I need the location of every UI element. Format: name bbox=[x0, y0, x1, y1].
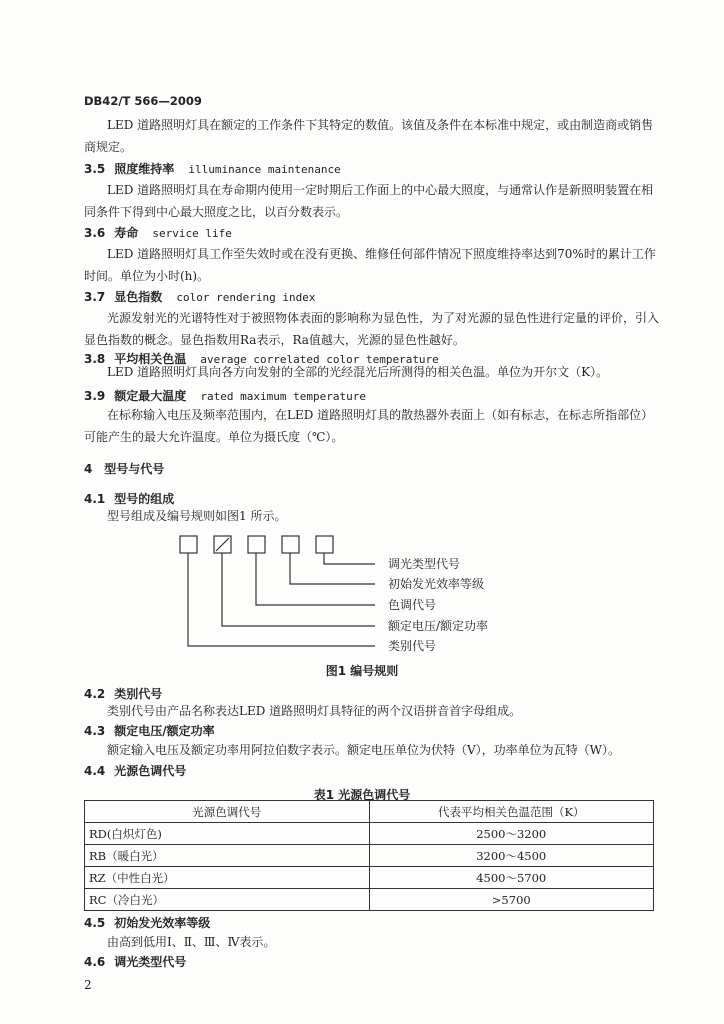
table-cell-range: >5700 bbox=[369, 889, 654, 911]
standard-code-header: DB42/T 566—2009 bbox=[84, 94, 202, 108]
table-cell-code: RC（冷白光） bbox=[85, 889, 370, 911]
section-4-3-heading bbox=[84, 722, 215, 739]
section-4-5-text: 由高到低用Ⅰ、Ⅱ、Ⅲ、Ⅳ表示。 bbox=[107, 935, 276, 949]
section-4-2-heading bbox=[84, 685, 162, 702]
section-3-6-text: LED 道路照明灯具工作至失效时或在没有更换、维修任何部件情况下照度维持率达到70%时的累计工作时间。单位为小时(h)。 bbox=[84, 247, 656, 283]
table-cell-code: RD(白炽灯色) bbox=[85, 823, 370, 845]
label-efficacy-grade: 初始发光效率等级 bbox=[388, 577, 485, 591]
section-title: 光源色调代号 bbox=[114, 764, 187, 778]
section-3-9-heading bbox=[84, 387, 366, 404]
section-title-en: illuminance maintenance bbox=[188, 163, 341, 176]
label-color-tone: 色调代号 bbox=[388, 598, 437, 612]
box-efficacy-grade bbox=[282, 536, 299, 553]
table-cell-range: 4500～5700 bbox=[369, 867, 654, 889]
figure-caption: 图1 编号规则 bbox=[325, 664, 399, 678]
section-4-2-text: 类别代号由产品名称表达LED 道路照明灯具特征的两个汉语拼音首字母组成。 bbox=[107, 704, 522, 718]
table-cell-code: RZ（中性白光） bbox=[85, 867, 370, 889]
slash-mark bbox=[216, 538, 229, 551]
section-title: 显色指数 bbox=[114, 290, 163, 304]
section-4-5-heading bbox=[84, 914, 210, 931]
section-3-7-heading bbox=[84, 288, 315, 305]
leader-dimming bbox=[324, 553, 375, 564]
section-4-3-text: 额定输入电压及额定功率用阿拉伯数字表示。额定电压单位为伏特（V），功率单位为瓦特（W）。 bbox=[107, 743, 621, 757]
section-3-6-heading bbox=[84, 224, 232, 241]
section-number: 4.4 bbox=[84, 764, 106, 778]
leader-color-tone bbox=[256, 553, 375, 605]
section-title: 平均相关色温 bbox=[114, 352, 187, 366]
label-dimming-type: 调光类型代号 bbox=[388, 557, 461, 571]
section-number: 4.3 bbox=[84, 724, 106, 738]
table-row bbox=[85, 823, 654, 845]
table-cell-range: 2500～3200 bbox=[369, 823, 654, 845]
section-3-9-text: 在标称输入电压及频率范围内，在LED 道路照明灯具的散热器外表面上（如有标志，在标志所指部位）可能产生的最大允许温度。单位为摄氏度（℃）。 bbox=[84, 408, 654, 444]
section-title: 寿命 bbox=[114, 226, 139, 240]
section-4-1-heading bbox=[84, 490, 174, 507]
section-title-en: color rendering index bbox=[176, 291, 316, 304]
table-header-cell: 光源色调代号 bbox=[85, 801, 370, 823]
table-cell-code: RB（暖白光） bbox=[85, 845, 370, 867]
section-number: 3.6 bbox=[84, 226, 106, 240]
section-title: 额定最大温度 bbox=[114, 389, 187, 403]
section-number: 4.1 bbox=[84, 492, 106, 506]
label-category: 类别代号 bbox=[388, 639, 437, 653]
section-3-5-text: LED 道路照明灯具在寿命期内使用一定时期后工作面上的中心最大照度，与通常认作是新照明装置在相同条件下得到中心最大照度之比，以百分数表示。 bbox=[84, 183, 654, 219]
chapter-4-heading bbox=[84, 460, 164, 477]
section-title: 照度维持率 bbox=[114, 162, 175, 176]
page-number: 2 bbox=[84, 978, 92, 992]
section-number: 4.2 bbox=[84, 687, 106, 701]
table-cell-range: 3200～4500 bbox=[369, 845, 654, 867]
section-title: 初始发光效率等级 bbox=[114, 916, 211, 930]
section-3-5-heading bbox=[84, 160, 341, 177]
section-number: 4.5 bbox=[84, 916, 106, 930]
section-title-en: average correlated color temperature bbox=[200, 353, 439, 366]
box-color-tone bbox=[248, 536, 265, 553]
section-title-en: service life bbox=[152, 227, 232, 240]
section-4-6-heading bbox=[84, 953, 186, 970]
section-3-7-text: 光源发射光的光谱特性对于被照物体表面的影响称为显色性，为了对光源的显色性进行定量的评价，引入显色指数的概念。显色指数用Ra表示，Ra值越大，光源的显色性越好。 bbox=[84, 311, 660, 347]
section-4-1-text: 型号组成及编号规则如图1 所示。 bbox=[107, 509, 287, 523]
leader-efficacy bbox=[290, 553, 375, 584]
section-title-en: rated maximum temperature bbox=[200, 390, 366, 403]
section-number: 3.5 bbox=[84, 162, 106, 176]
section-number: 4.6 bbox=[84, 955, 106, 969]
section-title: 调光类型代号 bbox=[114, 955, 187, 969]
section-title: 类别代号 bbox=[114, 687, 163, 701]
section-title: 额定电压/额定功率 bbox=[114, 724, 215, 738]
box-category bbox=[180, 536, 197, 553]
leader-category bbox=[188, 553, 375, 646]
table-title: 表1 光源色调代号 bbox=[313, 788, 411, 802]
numbering-rule-diagram bbox=[160, 534, 560, 664]
section-number: 3.9 bbox=[84, 389, 106, 403]
section-title: 型号的组成 bbox=[114, 492, 175, 506]
box-dimming-type bbox=[316, 536, 333, 553]
table-row bbox=[85, 867, 654, 889]
chapter-number: 4 bbox=[84, 462, 93, 476]
section-number: 3.8 bbox=[84, 352, 106, 366]
color-tone-table bbox=[84, 800, 654, 911]
table-header-cell: 代表平均相关色温范围（K） bbox=[369, 801, 654, 823]
intro-paragraph: LED 道路照明灯具在额定的工作条件下其特定的数值。该值及条件在本标准中规定，或由制造商或销售商规定。 bbox=[84, 118, 654, 154]
label-voltage-power: 额定电压/额定功率 bbox=[388, 619, 489, 633]
table-row bbox=[85, 845, 654, 867]
table-header-row bbox=[85, 801, 654, 823]
section-4-4-heading bbox=[84, 762, 186, 779]
section-3-8-text: LED 道路照明灯具向各方向发射的全部的光经混光后所测得的相关色温。单位为开尔文（K）。 bbox=[107, 365, 609, 379]
chapter-title: 型号与代号 bbox=[104, 462, 165, 476]
table-row bbox=[85, 889, 654, 911]
section-number: 3.7 bbox=[84, 290, 106, 304]
